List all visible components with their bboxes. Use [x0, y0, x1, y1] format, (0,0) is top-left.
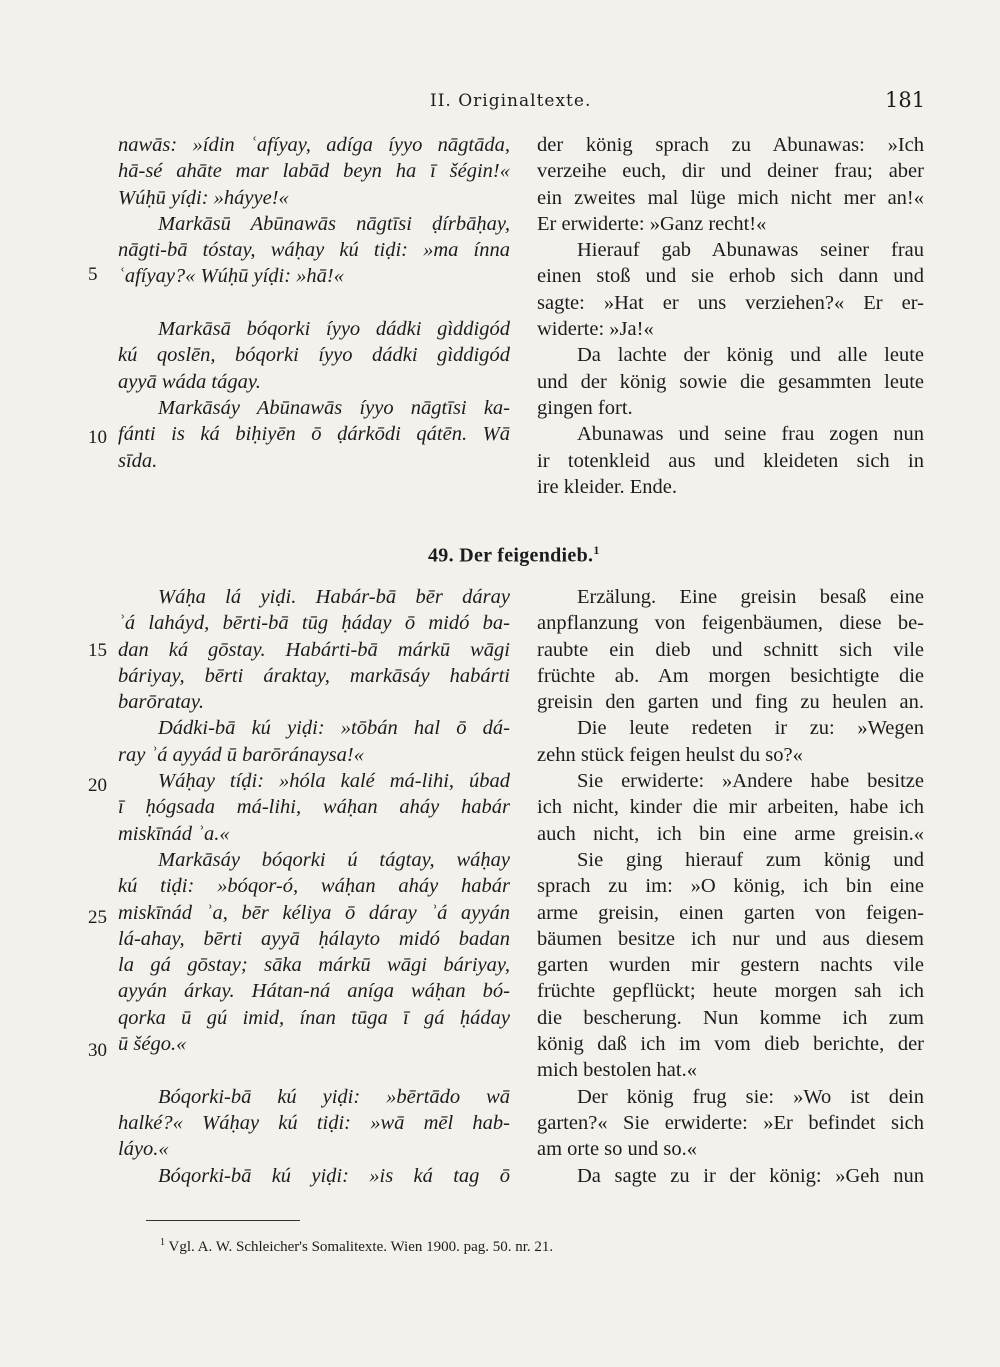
- text-line: anpflanzung von feigenbäumen, diese be-: [537, 612, 924, 635]
- text-line: láyo.«: [118, 1138, 169, 1161]
- text-line: Markāsū Abūnawās nāgtīsi ḍírbāḥay,: [158, 212, 510, 235]
- text-line: ī ḥógsada má-lihi, wáḥan aháy habár: [118, 796, 510, 819]
- text-line: sprach zu im: »O könig, ich bin eine: [537, 875, 924, 898]
- text-line: am orte so und so.«: [537, 1138, 697, 1161]
- text-line: ire kleider. Ende.: [537, 475, 678, 498]
- text-line: Sie erwiderte: »Andere habe besitze: [577, 770, 924, 793]
- text-line: Dádki-bā kú yiḍi: »tōbán hal ō dá-: [158, 717, 510, 740]
- line-number: 10: [88, 427, 107, 448]
- text-line: Da lachte der könig und alle leute: [577, 344, 924, 367]
- line-number: 30: [88, 1040, 107, 1061]
- footnote-divider: [146, 1220, 300, 1221]
- line-number: 20: [88, 775, 107, 796]
- text-line: miskīnád ʾa.«: [118, 822, 230, 845]
- text-line: mich bestolen hat.«: [537, 1059, 697, 1082]
- text-line: Markāsā bóqorki íyyo dádki gìddigód: [158, 318, 510, 341]
- text-line: greisin den garten und fing zu heulen an.: [537, 691, 924, 714]
- text-line: ray ʾá ayyád ū barōránaysa!«: [118, 743, 364, 766]
- text-line: ayyán árkay. Hátan-ná aníga wáḥan bó-: [118, 980, 510, 1003]
- text-line: Markāsáy bóqorki ú tágtay, wáḥay: [158, 848, 510, 871]
- text-line: ich nicht, kinder die mir arbeiten, habe ich: [537, 796, 924, 819]
- text-line: bäumen besitze ich nur und aus diesem: [537, 927, 924, 950]
- text-line: barōratay.: [118, 691, 204, 714]
- text-line: báriyay, bērti áraktay, markāsáy habárti: [118, 664, 510, 687]
- text-line: die bescherung. Nun komme ich zum: [537, 1006, 924, 1029]
- text-line: lá-ahay, bērti ayyā ḥálayto midó badan: [118, 927, 510, 950]
- text-line: gingen fort.: [537, 396, 633, 419]
- footnote: [160, 1237, 553, 1256]
- text-line: einen stoß und sie erhob sich dann und: [537, 265, 924, 288]
- text-line: kú qoslēn, bóqorki íyyo dádki gìddigód: [118, 344, 510, 367]
- text-line: Bóqorki-bā kú yiḍi: »bērtādo wā: [158, 1085, 510, 1108]
- text-line: raubte ein dieb und schnitt sich vile: [537, 638, 924, 661]
- page-number: 181: [885, 88, 926, 112]
- text-line: Wáḥay tíḍi: »hóla kalé má-lihi, úbad: [158, 770, 510, 793]
- text-line: fánti is ká biḥiyēn ō ḍárkōdi qátēn. Wā: [118, 423, 510, 446]
- section-title: [428, 543, 600, 568]
- running-title: II. Originaltexte.: [430, 91, 592, 111]
- text-line: Wáḥa lá yiḍi. Habár-bā bēr dáray: [158, 586, 510, 608]
- text-line: kú tiḍi: »bóqor-ó, wáḥan aháy habár: [118, 875, 510, 898]
- text-line: hā-sé ahāte mar labād beyn ha ī šégin!«: [118, 160, 510, 183]
- line-number: 15: [88, 640, 107, 661]
- text-line: nawās: »ídin ʿafíyay, adíga íyyo nāgtāda,: [118, 134, 510, 156]
- footnote-number: 1: [160, 1237, 165, 1248]
- text-line: nāgti-bā tóstay, wáḥay kú tiḍi: »ma ínna: [118, 239, 510, 262]
- text-line: ʿafíyay?« Wúḥū yíḍi: »hā!«: [118, 265, 345, 288]
- footnote-text: Vgl. A. W. Schleicher's Somalitexte. Wien 1900. pag. 50. nr. 21.: [168, 1239, 554, 1255]
- text-line: ū šégo.«: [118, 1033, 187, 1056]
- text-line: garten wurden mir gestern nachts vile: [537, 954, 924, 977]
- text-line: auch nicht, ich bin eine arme greisin.«: [537, 822, 924, 845]
- text-line: ayyā wáda tágay.: [118, 370, 261, 393]
- text-line: Bóqorki-bā kú yiḍi: »is ká tag ō: [158, 1164, 510, 1187]
- text-line: der könig sprach zu Abunawas: »Ich: [537, 134, 924, 156]
- text-line: Da sagte zu ir der könig: »Geh nun: [577, 1164, 924, 1187]
- german-text-bottom: [537, 584, 924, 1189]
- text-line: könig daß ich im vom dieb berichte, der: [537, 1033, 924, 1056]
- somali-text-bottom: [118, 584, 510, 1189]
- text-line: Erzälung. Eine greisin besaß eine: [577, 586, 924, 608]
- text-line: qorka ū gú imid, ínan tūga ī gá ḥáday: [118, 1006, 510, 1029]
- text-line: Hierauf gab Abunawas seiner frau: [577, 239, 924, 262]
- text-line: Wúḥū yíḍi: »háyye!«: [118, 186, 289, 209]
- text-line: früchte gepflückt; heute morgen sah ich: [537, 980, 924, 1003]
- line-number: 25: [88, 907, 107, 928]
- text-line: halké?« Wáḥay kú tiḍi: »wā mēl hab-: [118, 1111, 510, 1134]
- text-line: la gá gōstay; sāka márkū wāgi báriyay,: [118, 954, 510, 977]
- text-line: widerte: »Ja!«: [537, 318, 654, 341]
- text-line: sīda.: [118, 449, 158, 472]
- text-line: Abunawas und seine frau zogen nun: [577, 423, 924, 446]
- text-line: früchte ab. Am morgen besichtigte die: [537, 664, 924, 687]
- text-line: ir totenkleid aus und kleideten sich in: [537, 449, 924, 472]
- line-number: 5: [88, 264, 98, 285]
- somali-text-top: [118, 132, 510, 474]
- text-line: garten?« Sie erwiderte: »Er befindet sich: [537, 1111, 924, 1134]
- text-line: Er erwiderte: »Ganz recht!«: [537, 212, 767, 235]
- section-title-text: 49. Der feigendieb.: [428, 544, 594, 567]
- text-line: und der könig sowie die gesammten leute: [537, 370, 924, 393]
- text-line: ʾá laháyd, bērti-bā tūg ḥáday ō midó ba-: [118, 612, 510, 635]
- text-line: Der könig frug sie: »Wo ist dein: [577, 1085, 924, 1108]
- text-line: zehn stück feigen heulst du so?«: [537, 743, 803, 766]
- text-line: arme greisin, einen garten von feigen-: [537, 901, 924, 924]
- text-line: Markāsáy Abūnawās íyyo nāgtīsi ka-: [158, 396, 510, 419]
- text-line: miskīnád ʾa, bēr kéliya ō dáray ʾá ayyán: [118, 901, 510, 924]
- german-text-top: [537, 132, 924, 500]
- text-line: ein zweites mal lüge mich nicht mer an!«: [537, 186, 924, 209]
- text-line: verzeihe euch, dir und deiner frau; aber: [537, 160, 924, 183]
- text-line: Die leute redeten ir zu: »Wegen: [577, 717, 924, 740]
- text-line: sagte: »Hat er uns verziehen?« Er er-: [537, 291, 924, 314]
- footnote-marker: 1: [593, 543, 600, 557]
- text-line: dan ká gōstay. Habárti-bā márkū wāgi: [118, 638, 510, 661]
- text-line: Sie ging hierauf zum könig und: [577, 848, 924, 871]
